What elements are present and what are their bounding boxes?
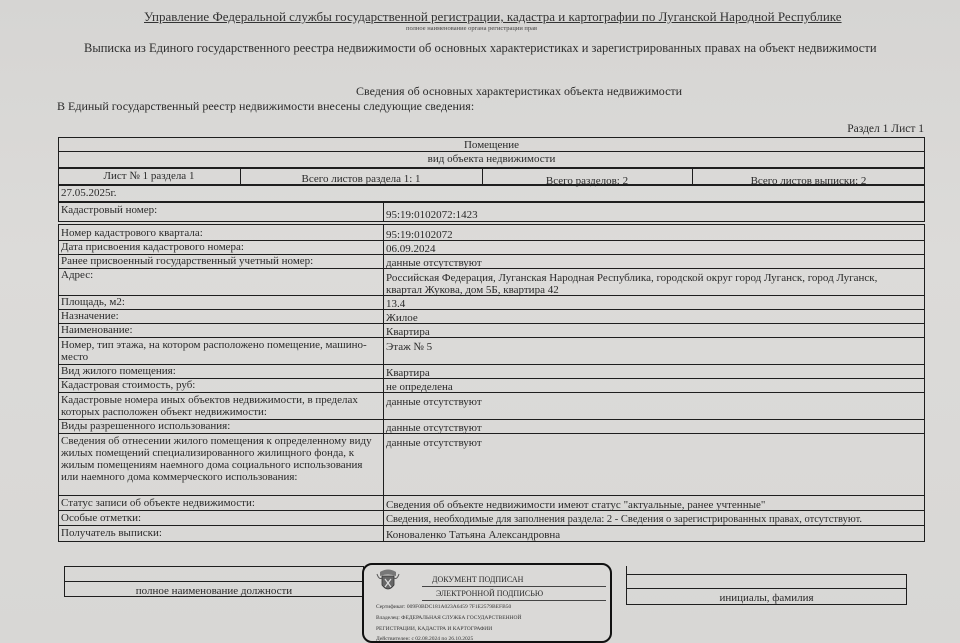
- object-type: Помещение: [463, 139, 520, 151]
- row-label: Кадастровые номера иных объектов недвижимости, в пределах которых расположен объект недвижимости:: [61, 394, 358, 418]
- row-value: 06.09.2024: [386, 243, 436, 255]
- organization-caption: полное наименование органа регистрации прав: [406, 25, 538, 32]
- stamp-validity: Действителен: с 02.08.2024 по 26.10.2025: [376, 636, 474, 642]
- row-label: Виды разрешенного использования:: [61, 420, 231, 432]
- row-value: Российская Федерация, Луганская Народная Республика, городской округ город Луганск, город Луганск, квартал Жукова, дом 5Б, квартира 42: [386, 272, 878, 296]
- row-value: 95:19:0102072: [386, 229, 453, 241]
- row-value: Коноваленко Татьяна Александровна: [386, 529, 561, 541]
- extract-date: 27.05.2025г.: [61, 187, 117, 199]
- stamp-owner-line2: РЕГИСТРАЦИИ, КАДАСТРА И КАРТОГРАФИИ: [376, 626, 493, 632]
- row-value: Сведения об объекте недвижимости имеют статус "актуальные, ранее учтенные": [386, 499, 766, 511]
- row-value: Жилое: [386, 312, 418, 324]
- section-title: Сведения об основных характеристиках объекта недвижимости: [356, 84, 683, 98]
- row-label: Площадь, м2:: [61, 296, 125, 308]
- total-sections: Всего разделов: 2: [545, 175, 629, 187]
- cadastral-number-value: 95:19:0102072:1423: [386, 209, 478, 221]
- row-value: данные отсутствуют: [386, 422, 482, 434]
- row-label: Особые отметки:: [61, 512, 142, 524]
- row-label: Статус записи об объекте недвижимости:: [61, 497, 255, 509]
- position-caption: полное наименование должности: [135, 585, 293, 597]
- document-title: Выписка из Единого государственного реестра недвижимости об основных характеристиках и зарегистрированных правах на объект недвижимости: [84, 41, 877, 55]
- sheet-number: Лист № 1 раздела 1: [103, 170, 195, 182]
- row-label: Сведения об отнесении жилого помещения к определенному виду жилых помещений специализированного жилищного фонда, к жилым помещениям наемного дома социального использования или наемного дома коммерческого использования:: [61, 435, 372, 483]
- row-value: 13.4: [386, 298, 406, 310]
- row-value: Сведения, необходимые для заполнения раздела: 2 - Сведения о зарегистрированных правах, отсутствуют.: [386, 514, 863, 525]
- row-label: Наименование:: [61, 324, 133, 336]
- total-sheets-extract: Всего листов выписки: 2: [750, 175, 867, 187]
- row-value: не определена: [386, 381, 453, 393]
- electronic-signature-stamp: [362, 563, 612, 643]
- row-label: Адрес:: [61, 269, 94, 281]
- cadastral-number-label: Кадастровый номер:: [61, 204, 158, 216]
- coat-of-arms-icon: [376, 568, 400, 594]
- stamp-title: ДОКУМЕНТ ПОДПИСАН: [432, 575, 524, 584]
- stamp-owner-line1: Владелец: ФЕДЕРАЛЬНАЯ СЛУЖБА ГОСУДАРСТВЕННОЙ: [376, 615, 522, 621]
- row-label: Вид жилого помещения:: [61, 365, 176, 377]
- total-sheets-section: Всего листов раздела 1: 1: [301, 173, 421, 185]
- row-value: Квартира: [386, 367, 430, 379]
- row-label: Получатель выписки:: [61, 527, 162, 539]
- row-value: Этаж № 5: [386, 341, 433, 353]
- row-value: Квартира: [386, 326, 430, 338]
- row-label: Назначение:: [61, 310, 119, 322]
- organization-name: Управление Федеральной службы государственной регистрации, кадастра и картографии по Луганской Народной Республике: [144, 9, 842, 24]
- row-value: данные отсутствуют: [386, 257, 482, 269]
- row-label: Ранее присвоенный государственный учетный номер:: [61, 255, 314, 267]
- row-label: Дата присвоения кадастрового номера:: [61, 241, 244, 253]
- row-label: Кадастровая стоимость, руб:: [61, 379, 196, 391]
- row-label: Номер кадастрового квартала:: [61, 227, 203, 239]
- row-value: данные отсутствуют: [386, 396, 482, 408]
- stamp-subtitle: ЭЛЕКТРОННОЙ ПОДПИСЬЮ: [436, 589, 544, 598]
- section-sheet-label: Раздел 1 Лист 1: [847, 123, 924, 135]
- intro-text: В Единый государственный реестр недвижимости внесены следующие сведения:: [57, 99, 475, 113]
- row-label: Номер, тип этажа, на котором расположено помещение, машино-место: [61, 339, 367, 363]
- object-type-caption: вид объекта недвижимости: [427, 153, 556, 165]
- name-caption: инициалы, фамилия: [719, 592, 814, 604]
- stamp-certificate: Сертификат: 009F0BDC181A023A6459 7F1E2579BEFB50: [376, 604, 512, 610]
- row-value: данные отсутствуют: [386, 437, 482, 449]
